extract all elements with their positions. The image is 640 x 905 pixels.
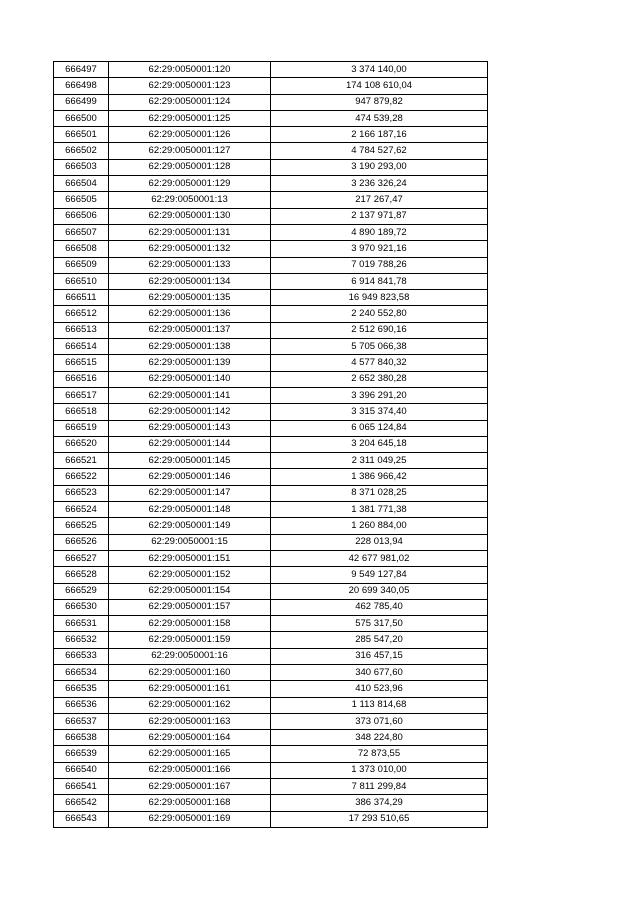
- table-row: [54, 713, 488, 729]
- cadastral-value-cell: 16 949 823,58: [271, 290, 488, 306]
- cadastral-number-cell: 62:29:0050001:132: [109, 241, 271, 257]
- row-number-cell: 666542: [54, 795, 109, 811]
- table-row: [54, 339, 488, 355]
- cadastral-value-cell: 410 523,96: [271, 681, 488, 697]
- cadastral-value-cell: 1 381 771,38: [271, 502, 488, 518]
- row-number-cell: 666502: [54, 143, 109, 159]
- cadastral-number-cell: 62:29:0050001:129: [109, 176, 271, 192]
- table-row: [54, 127, 488, 143]
- row-number-cell: 666523: [54, 485, 109, 501]
- cadastral-value-cell: 1 386 966,42: [271, 469, 488, 485]
- row-number-cell: 666508: [54, 241, 109, 257]
- cadastral-number-cell: 62:29:0050001:162: [109, 697, 271, 713]
- cadastral-number-cell: 62:29:0050001:167: [109, 779, 271, 795]
- table-row: [54, 224, 488, 240]
- cadastral-number-cell: 62:29:0050001:146: [109, 469, 271, 485]
- cadastral-number-cell: 62:29:0050001:164: [109, 730, 271, 746]
- table-row: [54, 502, 488, 518]
- row-number-cell: 666535: [54, 681, 109, 697]
- cadastral-value-cell: 285 547,20: [271, 632, 488, 648]
- cadastral-number-cell: 62:29:0050001:144: [109, 436, 271, 452]
- cadastral-number-cell: 62:29:0050001:151: [109, 550, 271, 566]
- cadastral-number-cell: 62:29:0050001:138: [109, 339, 271, 355]
- cadastral-number-cell: 62:29:0050001:147: [109, 485, 271, 501]
- table-row: [54, 616, 488, 632]
- cadastral-value-cell: 474 539,28: [271, 110, 488, 126]
- row-number-cell: 666515: [54, 355, 109, 371]
- cadastral-number-cell: 62:29:0050001:15: [109, 534, 271, 550]
- cadastral-number-cell: 62:29:0050001:16: [109, 648, 271, 664]
- cadastral-number-cell: 62:29:0050001:166: [109, 762, 271, 778]
- row-number-cell: 666504: [54, 176, 109, 192]
- cadastral-value-cell: 4 577 840,32: [271, 355, 488, 371]
- cadastral-value-cell: 17 293 510,65: [271, 811, 488, 827]
- table-row: [54, 599, 488, 615]
- cadastral-number-cell: 62:29:0050001:124: [109, 94, 271, 110]
- cadastral-value-cell: 373 071,60: [271, 713, 488, 729]
- cadastral-value-cell: 174 108 610,04: [271, 78, 488, 94]
- row-number-cell: 666541: [54, 779, 109, 795]
- cadastral-number-cell: 62:29:0050001:139: [109, 355, 271, 371]
- cadastral-value-cell: 20 699 340,05: [271, 583, 488, 599]
- table-row: [54, 322, 488, 338]
- cadastral-number-cell: 62:29:0050001:130: [109, 208, 271, 224]
- table-row: [54, 192, 488, 208]
- row-number-cell: 666518: [54, 404, 109, 420]
- cadastral-value-cell: 2 311 049,25: [271, 453, 488, 469]
- table-row: [54, 436, 488, 452]
- row-number-cell: 666522: [54, 469, 109, 485]
- cadastral-number-cell: 62:29:0050001:161: [109, 681, 271, 697]
- row-number-cell: 666529: [54, 583, 109, 599]
- cadastral-number-cell: 62:29:0050001:133: [109, 257, 271, 273]
- row-number-cell: 666540: [54, 762, 109, 778]
- cadastral-number-cell: 62:29:0050001:160: [109, 664, 271, 680]
- table-row: [54, 241, 488, 257]
- row-number-cell: 666512: [54, 306, 109, 322]
- cadastral-number-cell: 62:29:0050001:135: [109, 290, 271, 306]
- cadastral-value-cell: 4 784 527,62: [271, 143, 488, 159]
- cadastral-number-cell: 62:29:0050001:157: [109, 599, 271, 615]
- row-number-cell: 666507: [54, 224, 109, 240]
- cadastral-value-cell: 340 677,60: [271, 664, 488, 680]
- row-number-cell: 666513: [54, 322, 109, 338]
- row-number-cell: 666503: [54, 159, 109, 175]
- table-row: [54, 730, 488, 746]
- table-row: [54, 811, 488, 827]
- row-number-cell: 666516: [54, 371, 109, 387]
- row-number-cell: 666524: [54, 502, 109, 518]
- cadastral-number-cell: 62:29:0050001:168: [109, 795, 271, 811]
- cadastral-value-cell: 8 371 028,25: [271, 485, 488, 501]
- table-row: [54, 290, 488, 306]
- cadastral-number-cell: 62:29:0050001:159: [109, 632, 271, 648]
- cadastral-number-cell: 62:29:0050001:126: [109, 127, 271, 143]
- table-row: [54, 78, 488, 94]
- cadastral-number-cell: 62:29:0050001:140: [109, 371, 271, 387]
- cadastral-value-cell: 3 315 374,40: [271, 404, 488, 420]
- table-row: [54, 94, 488, 110]
- row-number-cell: 666530: [54, 599, 109, 615]
- row-number-cell: 666531: [54, 616, 109, 632]
- row-number-cell: 666537: [54, 713, 109, 729]
- row-number-cell: 666539: [54, 746, 109, 762]
- cadastral-value-cell: 316 457,15: [271, 648, 488, 664]
- row-number-cell: 666499: [54, 94, 109, 110]
- cadastral-value-cell: 42 677 981,02: [271, 550, 488, 566]
- cadastral-value-cell: 5 705 066,38: [271, 339, 488, 355]
- cadastral-value-cell: 3 374 140,00: [271, 62, 488, 78]
- table-row: [54, 273, 488, 289]
- table-row: [54, 257, 488, 273]
- table-row: [54, 208, 488, 224]
- table-row: [54, 648, 488, 664]
- row-number-cell: 666506: [54, 208, 109, 224]
- row-number-cell: 666534: [54, 664, 109, 680]
- cadastral-number-cell: 62:29:0050001:154: [109, 583, 271, 599]
- cadastral-number-cell: 62:29:0050001:143: [109, 420, 271, 436]
- cadastral-value-cell: 348 224,80: [271, 730, 488, 746]
- row-number-cell: 666510: [54, 273, 109, 289]
- table-row: [54, 404, 488, 420]
- cadastral-value-cell: 3 396 291,20: [271, 387, 488, 403]
- row-number-cell: 666536: [54, 697, 109, 713]
- cadastral-value-table: [53, 61, 488, 828]
- row-number-cell: 666497: [54, 62, 109, 78]
- cadastral-number-cell: 62:29:0050001:131: [109, 224, 271, 240]
- table-row: [54, 518, 488, 534]
- cadastral-number-cell: 62:29:0050001:136: [109, 306, 271, 322]
- table-row: [54, 371, 488, 387]
- cadastral-number-cell: 62:29:0050001:149: [109, 518, 271, 534]
- cadastral-value-cell: 6 914 841,78: [271, 273, 488, 289]
- cadastral-number-cell: 62:29:0050001:141: [109, 387, 271, 403]
- cadastral-value-cell: 2 137 971,87: [271, 208, 488, 224]
- cadastral-value-cell: 462 785,40: [271, 599, 488, 615]
- row-number-cell: 666543: [54, 811, 109, 827]
- row-number-cell: 666517: [54, 387, 109, 403]
- table-row: [54, 550, 488, 566]
- cadastral-number-cell: 62:29:0050001:158: [109, 616, 271, 632]
- table-row: [54, 762, 488, 778]
- cadastral-value-cell: 1 373 010,00: [271, 762, 488, 778]
- table-row: [54, 697, 488, 713]
- cadastral-value-cell: 1 260 884,00: [271, 518, 488, 534]
- cadastral-number-cell: 62:29:0050001:137: [109, 322, 271, 338]
- row-number-cell: 666509: [54, 257, 109, 273]
- cadastral-value-cell: 7 811 299,84: [271, 779, 488, 795]
- table-row: [54, 779, 488, 795]
- cadastral-value-cell: 9 549 127,84: [271, 567, 488, 583]
- cadastral-number-cell: 62:29:0050001:127: [109, 143, 271, 159]
- cadastral-number-cell: 62:29:0050001:165: [109, 746, 271, 762]
- cadastral-number-cell: 62:29:0050001:145: [109, 453, 271, 469]
- cadastral-value-cell: 7 019 788,26: [271, 257, 488, 273]
- cadastral-value-cell: 947 879,82: [271, 94, 488, 110]
- row-number-cell: 666533: [54, 648, 109, 664]
- cadastral-value-cell: 72 873,55: [271, 746, 488, 762]
- row-number-cell: 666511: [54, 290, 109, 306]
- row-number-cell: 666501: [54, 127, 109, 143]
- table-row: [54, 632, 488, 648]
- cadastral-value-cell: 4 890 189,72: [271, 224, 488, 240]
- cadastral-value-cell: 575 317,50: [271, 616, 488, 632]
- table-row: [54, 534, 488, 550]
- row-number-cell: 666532: [54, 632, 109, 648]
- row-number-cell: 666520: [54, 436, 109, 452]
- cadastral-value-cell: 217 267,47: [271, 192, 488, 208]
- table-row: [54, 143, 488, 159]
- cadastral-number-cell: 62:29:0050001:148: [109, 502, 271, 518]
- cadastral-value-cell: 2 166 187,16: [271, 127, 488, 143]
- row-number-cell: 666498: [54, 78, 109, 94]
- row-number-cell: 666500: [54, 110, 109, 126]
- table-row: [54, 681, 488, 697]
- row-number-cell: 666525: [54, 518, 109, 534]
- table-row: [54, 355, 488, 371]
- table-row: [54, 420, 488, 436]
- table-row: [54, 795, 488, 811]
- table-row: [54, 453, 488, 469]
- table-row: [54, 583, 488, 599]
- table-row: [54, 176, 488, 192]
- cadastral-value-cell: 2 512 690,16: [271, 322, 488, 338]
- cadastral-number-cell: 62:29:0050001:142: [109, 404, 271, 420]
- row-number-cell: 666528: [54, 567, 109, 583]
- table-row: [54, 664, 488, 680]
- row-number-cell: 666521: [54, 453, 109, 469]
- cadastral-number-cell: 62:29:0050001:13: [109, 192, 271, 208]
- row-number-cell: 666519: [54, 420, 109, 436]
- cadastral-number-cell: 62:29:0050001:152: [109, 567, 271, 583]
- cadastral-value-cell: 228 013,94: [271, 534, 488, 550]
- table-row: [54, 387, 488, 403]
- table-row: [54, 746, 488, 762]
- row-number-cell: 666526: [54, 534, 109, 550]
- cadastral-number-cell: 62:29:0050001:125: [109, 110, 271, 126]
- cadastral-value-cell: 6 065 124,84: [271, 420, 488, 436]
- cadastral-value-cell: 2 240 552,80: [271, 306, 488, 322]
- cadastral-number-cell: 62:29:0050001:123: [109, 78, 271, 94]
- row-number-cell: 666514: [54, 339, 109, 355]
- table-row: [54, 306, 488, 322]
- table-row: [54, 110, 488, 126]
- cadastral-number-cell: 62:29:0050001:169: [109, 811, 271, 827]
- table-row: [54, 159, 488, 175]
- cadastral-value-cell: 3 970 921,16: [271, 241, 488, 257]
- cadastral-value-cell: 3 236 326,24: [271, 176, 488, 192]
- table-row: [54, 469, 488, 485]
- table-row: [54, 567, 488, 583]
- cadastral-number-cell: 62:29:0050001:120: [109, 62, 271, 78]
- table-row: [54, 62, 488, 78]
- row-number-cell: 666527: [54, 550, 109, 566]
- cadastral-number-cell: 62:29:0050001:163: [109, 713, 271, 729]
- cadastral-value-cell: 386 374,29: [271, 795, 488, 811]
- row-number-cell: 666505: [54, 192, 109, 208]
- cadastral-value-cell: 1 113 814,68: [271, 697, 488, 713]
- cadastral-value-cell: 3 204 645,18: [271, 436, 488, 452]
- row-number-cell: 666538: [54, 730, 109, 746]
- cadastral-value-cell: 3 190 293,00: [271, 159, 488, 175]
- table-body: [54, 62, 488, 828]
- cadastral-number-cell: 62:29:0050001:128: [109, 159, 271, 175]
- table-row: [54, 485, 488, 501]
- cadastral-number-cell: 62:29:0050001:134: [109, 273, 271, 289]
- cadastral-value-cell: 2 652 380,28: [271, 371, 488, 387]
